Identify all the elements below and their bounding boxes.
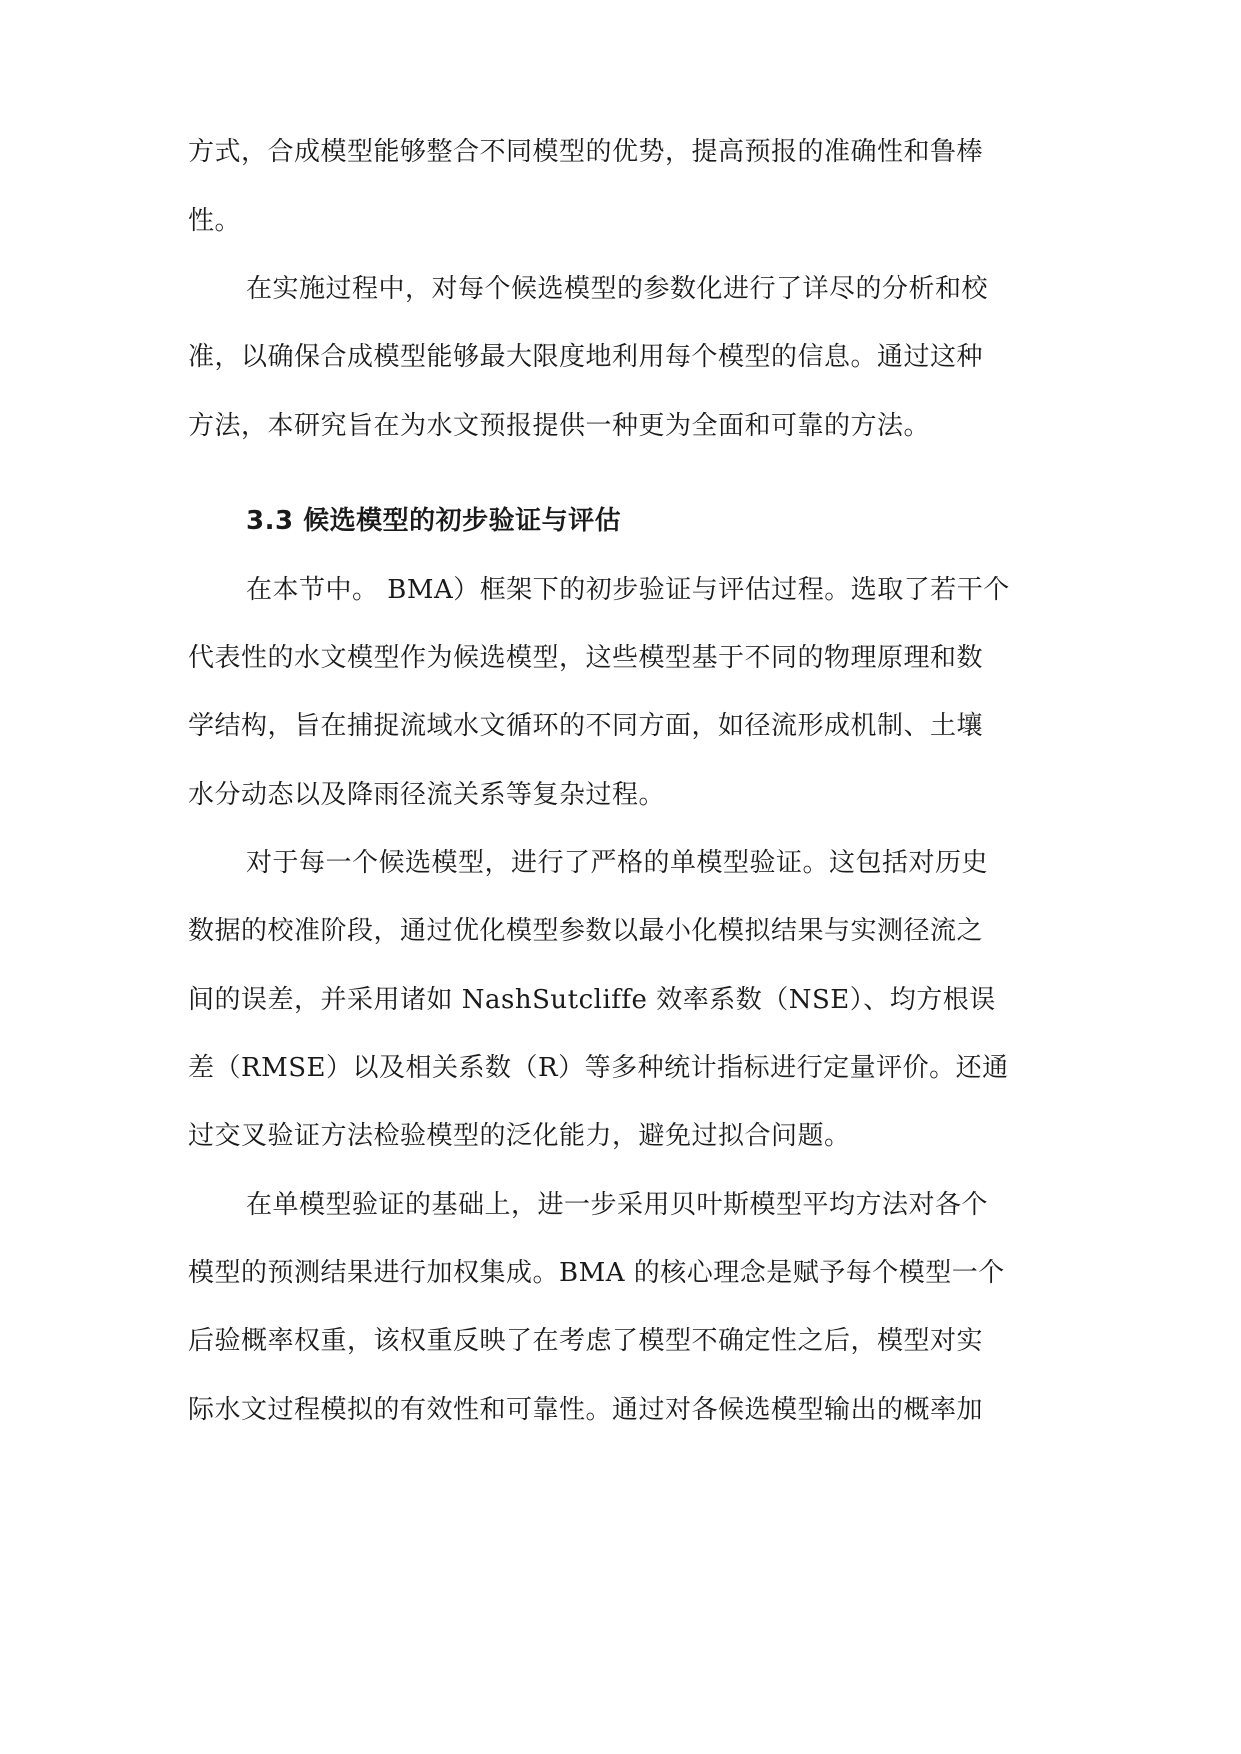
paragraph-line: 代表性的水文模型作为候选模型，这些模型基于不同的物理原理和数 — [188, 643, 984, 673]
paragraph-line: 准，以确保合成模型能够最大限度地利用每个模型的信息。通过这种 — [188, 342, 984, 372]
paragraph-line: 后验概率权重，该权重反映了在考虑了模型不确定性之后，模型对实 — [188, 1326, 984, 1356]
paragraph-line: 际水文过程模拟的有效性和可靠性。通过对各候选模型输出的概率加 — [188, 1395, 984, 1425]
section-heading: 3.3 候选模型的初步验证与评估 — [246, 506, 622, 536]
paragraph-line: 差（RMSE）以及相关系数（R）等多种统计指标进行定量评价。还通 — [188, 1053, 1009, 1083]
paragraph-line: 方式，合成模型能够整合不同模型的优势，提高预报的准确性和鲁棒 — [188, 137, 984, 167]
paragraph-line: 水分动态以及降雨径流关系等复杂过程。 — [188, 780, 666, 810]
paragraph-line: 在单模型验证的基础上，进一步采用贝叶斯模型平均方法对各个 — [246, 1190, 989, 1220]
paragraph-line: 在实施过程中，对每个候选模型的参数化进行了详尽的分析和校 — [246, 274, 989, 304]
paragraph-line: 性。 — [188, 206, 242, 236]
paragraph-line: 模型的预测结果进行加权集成。BMA 的核心理念是赋予每个模型一个 — [188, 1258, 1005, 1288]
paragraph-line: 过交叉验证方法检验模型的泛化能力，避免过拟合问题。 — [188, 1121, 851, 1151]
paragraph-line: 学结构，旨在捕捉流域水文循环的不同方面，如径流形成机制、土壤 — [188, 711, 984, 741]
paragraph-line: 方法，本研究旨在为水文预报提供一种更为全面和可靠的方法。 — [188, 411, 931, 441]
paragraph-line: 对于每一个候选模型，进行了严格的单模型验证。这包括对历史 — [246, 848, 989, 878]
paragraph-line: 在本节中。 BMA）框架下的初步验证与评估过程。选取了若干个 — [246, 575, 1010, 605]
paragraph-line: 间的误差，并采用诸如 NashSutcliffe 效率系数（NSE）、均方根误 — [188, 985, 996, 1015]
paragraph-line: 数据的校准阶段，通过优化模型参数以最小化模拟结果与实测径流之 — [188, 916, 984, 946]
